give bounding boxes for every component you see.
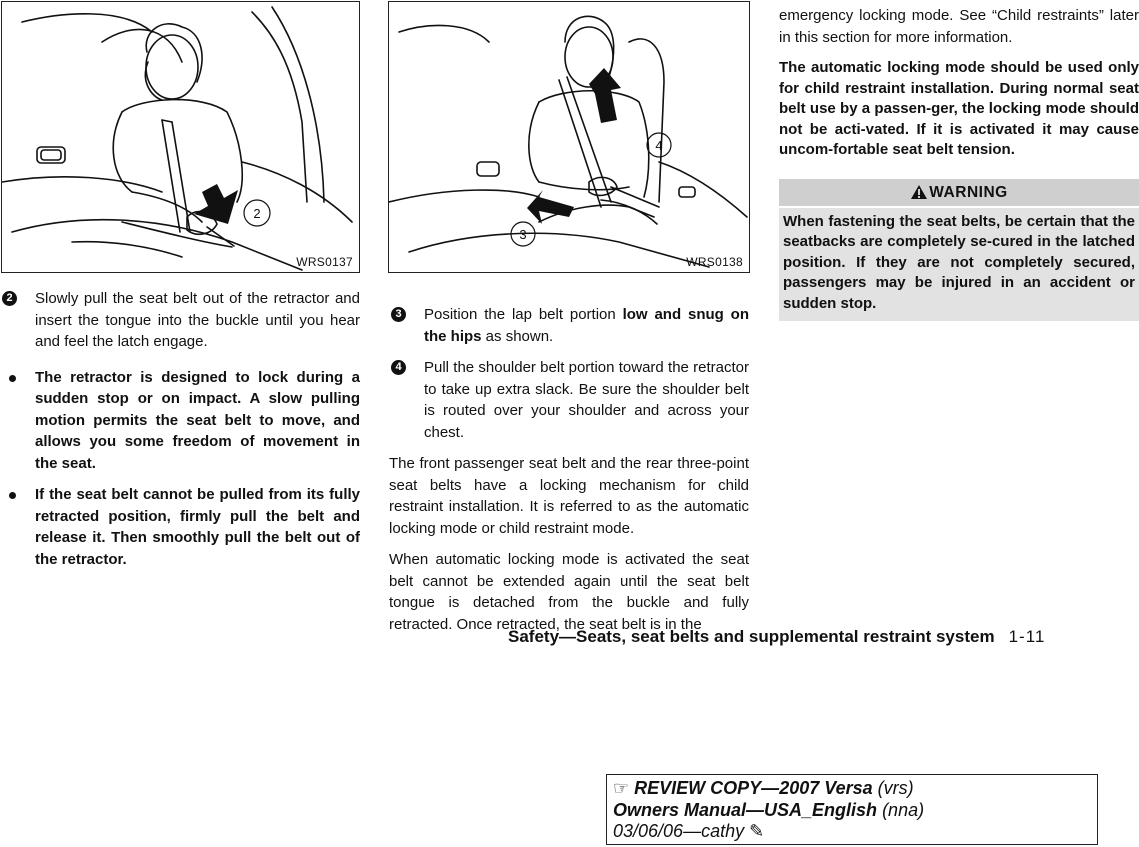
bullet-text: If the seat belt cannot be pulled from its fully retracted position, firmly pull the belt and release it. Then smoothly pull the belt out of the retractor. bbox=[35, 486, 360, 568]
review-line-1 bbox=[613, 778, 1091, 800]
callout-3: 3 bbox=[519, 227, 527, 242]
figure-code: WRS0137 bbox=[296, 255, 353, 269]
manual-label: Owners Manual—USA_English bbox=[613, 799, 878, 820]
step-number: 2 bbox=[2, 291, 17, 306]
page-number: 1-11 bbox=[1008, 627, 1046, 646]
column-3 bbox=[779, 5, 1139, 321]
warning-triangle-icon bbox=[910, 182, 928, 209]
seatbelt-illustration-1 bbox=[2, 2, 359, 272]
step-text-pre: Position the lap belt portion bbox=[424, 306, 623, 323]
callout-4: 4 bbox=[655, 138, 663, 153]
figure-wrs0137 bbox=[1, 1, 360, 273]
step-4 bbox=[389, 357, 749, 443]
bullet-item bbox=[0, 367, 360, 475]
step-text: Slowly pull the seat belt out of the retractor and insert the tongue into the buckle until you hear and feel the latch engage. bbox=[35, 290, 360, 350]
review-code: (vrs) bbox=[872, 778, 914, 798]
writing-hand-icon: ✎ bbox=[749, 821, 765, 841]
callout-2: 2 bbox=[253, 206, 261, 221]
review-date: 03/06/06—cathy bbox=[613, 821, 745, 841]
review-line-2 bbox=[613, 800, 1091, 822]
seatbelt-illustration-2 bbox=[389, 2, 749, 272]
locking-mode-note: The automatic locking mode should be used only for child restraint installation. During normal seat belt use by a passen-ger, the locking mode should not be acti-vated. If it is activated it may cause uncom-fortable seat belt tension. bbox=[779, 59, 1139, 158]
figure-code: WRS0138 bbox=[686, 255, 743, 269]
bullet-text: The retractor is designed to lock during a sudden stop or on impact. A slow pulling motion permits the seat belt to move, and allows you some freedom of movement in the seat. bbox=[35, 368, 360, 472]
pointing-hand-icon: ☞ bbox=[613, 778, 630, 798]
step-text: Pull the shoulder belt portion toward the retractor to take up extra slack. Be sure the shoulder belt is routed over your shoulder and across your chest. bbox=[424, 359, 749, 441]
warning-header bbox=[779, 179, 1139, 206]
review-line-3 bbox=[613, 821, 1091, 843]
bullet-item bbox=[0, 484, 360, 570]
step-number: 3 bbox=[391, 307, 406, 322]
step-text-post: as shown. bbox=[481, 327, 554, 345]
figure-wrs0138 bbox=[388, 1, 750, 273]
step-2 bbox=[0, 288, 360, 353]
review-copy-box bbox=[606, 774, 1098, 845]
continued-paragraph: emergency locking mode. See “Child restraints” later in this section for more information. bbox=[779, 7, 1139, 46]
warning-body: When fastening the seat belts, be certain that the seatbacks are completely se-cured in the latched position. If they are not completely secured, passengers may be injured in an accident or sudden stop. bbox=[779, 208, 1139, 322]
section-title: Safety—Seats, seat belts and supplemental restraint system bbox=[508, 627, 995, 646]
manual-code: (nna) bbox=[877, 799, 925, 820]
column-2 bbox=[389, 304, 749, 645]
page-footer bbox=[508, 627, 1045, 647]
automatic-locking-paragraph: When automatic locking mode is activated the seat belt cannot be extended again until the seat belt tongue is detached from the buckle and fully retracted. Once retracted, the seat belt is in the bbox=[389, 551, 749, 633]
step-number: 4 bbox=[391, 360, 406, 375]
step-3 bbox=[389, 304, 749, 347]
review-label: REVIEW COPY— bbox=[634, 778, 780, 798]
step-text-emphasis: low and snug on the hips bbox=[424, 306, 749, 345]
warning-title: WARNING bbox=[929, 183, 1008, 201]
locking-mechanism-paragraph: The front passenger seat belt and the rear three-point seat belts have a locking mechanism for child restraint installation. It is referred to as the automatic locking mode or child restraint mode. bbox=[389, 455, 749, 537]
bullet-dot-icon bbox=[9, 492, 16, 499]
bullet-dot-icon bbox=[9, 375, 16, 382]
column-1 bbox=[0, 288, 360, 580]
review-title: 2007 Versa bbox=[779, 778, 873, 798]
